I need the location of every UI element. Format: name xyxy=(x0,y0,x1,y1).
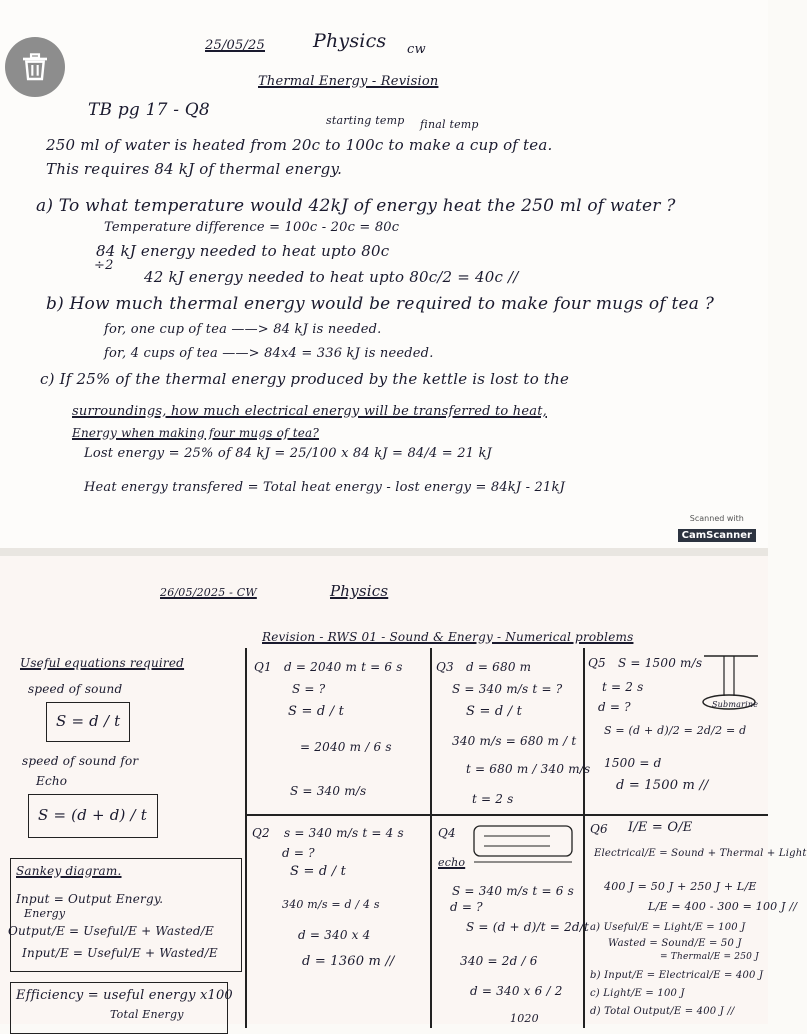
q6-line-10: d) Total Output/E = 400 J // xyxy=(590,1006,735,1017)
q3-line-2: S = 340 m/s t = ? xyxy=(452,682,563,696)
speed-of-sound-label: speed of sound xyxy=(28,682,123,696)
q4-line-6: 1020 xyxy=(510,1012,539,1025)
q4-echo-label: echo xyxy=(438,856,466,869)
q4-line-1: S = 340 m/s t = 6 s xyxy=(452,884,574,898)
q3-line-3: S = d / t xyxy=(466,704,523,719)
q5-line-5: 1500 = d xyxy=(604,756,662,770)
echo-label-1: speed of sound for xyxy=(22,754,139,768)
page1-date: 25/05/25 xyxy=(205,38,265,53)
trash-icon xyxy=(19,51,51,83)
page-2 xyxy=(0,556,807,1025)
echo-label-2: Echo xyxy=(36,774,68,788)
q2-line-3: S = d / t xyxy=(290,864,347,879)
grid-line-2 xyxy=(430,648,432,1028)
q1-line-4: = 2040 m / 6 s xyxy=(300,740,392,754)
q3-line-4: 340 m/s = 680 m / t xyxy=(452,734,577,748)
q5-line-6: d = 1500 m // xyxy=(616,778,709,793)
q6-line-9: c) Light/E = 100 J xyxy=(590,988,685,999)
part-c-question-2: surroundings, how much electrical energy will be transferred to heat, xyxy=(72,404,547,419)
watermark-brand: CamScanner xyxy=(678,529,756,542)
part-a-line-1: Temperature difference = 100c - 20c = 80c xyxy=(104,220,400,235)
page1-textbook-ref: TB pg 17 - Q8 xyxy=(88,100,210,120)
part-a-divide-note: ÷2 xyxy=(94,258,114,273)
part-c-line-1: Lost energy = 25% of 84 kJ = 25/100 x 84 kJ = 84/4 = 21 kJ xyxy=(84,446,492,461)
q1-line-2: S = ? xyxy=(292,682,326,696)
efficiency-denominator: Total Energy xyxy=(110,1008,184,1021)
page1-cw: cw xyxy=(407,42,426,57)
q5-line-2: t = 2 s xyxy=(602,680,644,694)
page2-subject: Physics xyxy=(330,582,389,600)
grid-line-3 xyxy=(583,648,585,1028)
q6-line-7: = Thermal/E = 250 J xyxy=(660,952,759,962)
part-c-question-3: Energy when making four mugs of tea? xyxy=(72,426,320,440)
q6-line-6: Wasted = Sound/E = 50 J xyxy=(608,938,742,949)
part-b-question: b) How much thermal energy would be required to make four mugs of tea ? xyxy=(46,294,715,314)
submarine-label: Submarine xyxy=(712,700,759,709)
watermark-caption: Scanned with xyxy=(689,514,744,523)
q3-line-5: t = 680 m / 340 m/s xyxy=(466,762,591,776)
part-a-question: a) To what temperature would 42kJ of energy heat the 250 ml of water ? xyxy=(36,196,676,216)
q6-line-2: Electrical/E = Sound + Thermal + Light xyxy=(594,848,807,859)
q5-line-4: S = (d + d)/2 = 2d/2 = d xyxy=(604,724,747,737)
page1-title: Thermal Energy - Revision xyxy=(258,74,439,89)
echo-equation: S = (d + d) / t xyxy=(38,806,148,824)
q5-line-1: S = 1500 m/s xyxy=(618,656,703,670)
q2-line-6: d = 1360 m // xyxy=(302,954,395,969)
q4-line-5: d = 340 x 6 / 2 xyxy=(470,984,563,998)
q2-line-4: 340 m/s = d / 4 s xyxy=(282,898,380,911)
sankey-line-3: Input/E = Useful/E + Wasted/E xyxy=(22,946,218,960)
q5-label: Q5 xyxy=(588,656,606,670)
useful-equations-heading: Useful equations required xyxy=(20,656,185,670)
q6-label: Q6 xyxy=(590,822,608,836)
q2-line-5: d = 340 x 4 xyxy=(298,928,371,942)
page-divider xyxy=(0,548,768,556)
delete-button[interactable] xyxy=(5,37,65,97)
q1-label: Q1 xyxy=(254,660,272,674)
q6-line-5: a) Useful/E = Light/E = 100 J xyxy=(590,922,746,933)
sankey-title: Sankey diagram. xyxy=(16,864,122,878)
q3-label: Q3 xyxy=(436,660,454,674)
q4-line-3: S = (d + d)/t = 2d/t xyxy=(466,920,590,934)
part-a-line-2: 84 kJ energy needed to heat upto 80c xyxy=(96,242,390,260)
q1-line-1: d = 2040 m t = 6 s xyxy=(284,660,403,674)
part-c-question-1: c) If 25% of the thermal energy produced by the kettle is lost to the xyxy=(40,370,570,388)
page2-date: 26/05/2025 - CW xyxy=(160,586,257,599)
q4-label: Q4 xyxy=(438,826,456,840)
camscanner-watermark xyxy=(678,514,756,542)
part-b-line-2: for, 4 cups of tea ——> 84x4 = 336 kJ is needed. xyxy=(104,346,434,361)
grid-line-1 xyxy=(245,648,247,1028)
sankey-line-1: Input = Output Energy. xyxy=(16,892,164,906)
annotation-starting-temp: starting temp xyxy=(326,114,405,127)
page2-title: Revision - RWS 01 - Sound & Energy - Numerical problems xyxy=(262,630,634,644)
annotation-final-temp: final temp xyxy=(420,118,479,131)
q4-line-2: d = ? xyxy=(450,900,483,914)
part-c-line-2: Heat energy transfered = Total heat energy - lost energy = 84kJ - 21kJ xyxy=(84,480,565,495)
q2-line-1: s = 340 m/s t = 4 s xyxy=(284,826,404,840)
q6-line-8: b) Input/E = Electrical/E = 400 J xyxy=(590,970,764,981)
q5-line-3: d = ? xyxy=(598,700,631,714)
speed-equation: S = d / t xyxy=(56,712,121,730)
question-line-2: This requires 84 kJ of thermal energy. xyxy=(46,160,343,178)
question-line-1: 250 ml of water is heated from 20c to 100c to make a cup of tea. xyxy=(46,136,553,154)
sankey-line-1b: Energy xyxy=(24,907,66,920)
q6-line-4: L/E = 400 - 300 = 100 J // xyxy=(648,900,798,913)
part-b-line-1: for, one cup of tea ——> 84 kJ is needed. xyxy=(104,322,382,337)
q2-line-2: d = ? xyxy=(282,846,315,860)
q1-line-5: S = 340 m/s xyxy=(290,784,367,798)
grid-row-line xyxy=(245,814,768,816)
q2-label: Q2 xyxy=(252,826,270,840)
efficiency-equation: Efficiency = useful energy x100 xyxy=(16,988,233,1003)
q3-line-1: d = 680 m xyxy=(466,660,532,674)
q1-line-3: S = d / t xyxy=(288,704,345,719)
q6-line-3: 400 J = 50 J + 250 J + L/E xyxy=(604,880,757,893)
part-a-line-3: 42 kJ energy needed to heat upto 80c/2 = 40c // xyxy=(144,268,519,286)
sankey-line-2: Output/E = Useful/E + Wasted/E xyxy=(8,924,214,938)
page1-subject: Physics xyxy=(313,30,387,52)
q3-line-6: t = 2 s xyxy=(472,792,514,806)
echo-tunnel-sketch xyxy=(470,822,578,866)
q6-line-1: I/E = O/E xyxy=(628,820,693,835)
q4-line-4: 340 = 2d / 6 xyxy=(460,954,538,968)
